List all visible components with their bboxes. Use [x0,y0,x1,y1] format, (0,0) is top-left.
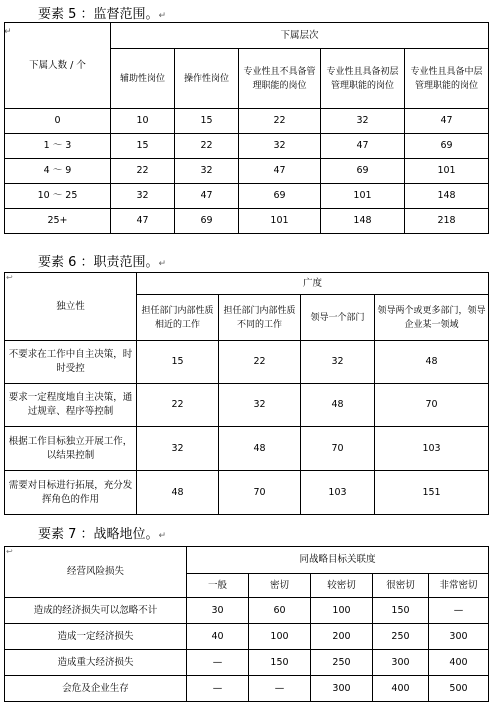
value-cell: 250 [311,650,373,676]
value-cell: 70 [219,471,301,515]
value-cell: 200 [311,624,373,650]
value-cell: 30 [187,598,249,624]
table-supervision-scope [4,22,489,234]
value-cell: — [187,650,249,676]
table-row [5,624,489,650]
row-label: 要求一定程度地自主决策，通过规章、程序等控制 [5,384,137,427]
value-cell: 15 [137,341,219,384]
value-cell: 100 [249,624,311,650]
value-cell: 150 [373,598,429,624]
group-header: 广度 [303,277,323,289]
value-cell: 69 [405,134,489,159]
group-header-cell [111,23,489,49]
value-cell: 148 [405,184,489,209]
value-cell: 48 [375,341,489,384]
value-cell: 32 [321,109,405,134]
value-cell: 60 [249,598,311,624]
value-cell: 15 [111,134,175,159]
value-cell: 48 [219,427,301,471]
column-header: 担任部门内部性质相近的工作 [137,295,219,341]
cell-mark: ↩ [6,547,13,556]
section6-heading [38,255,166,272]
table-row [5,471,489,515]
column-header: 很密切 [373,574,429,598]
value-cell: 400 [373,676,429,702]
value-cell: 32 [137,427,219,471]
column-header: 专业性且不具备管理职能的岗位 [239,49,321,109]
value-cell: 22 [219,341,301,384]
column-header: 专业性且具备初层管理职能的岗位 [321,49,405,109]
return-mark: ↵ [158,531,167,541]
row-label: 25+ [5,209,111,234]
table-row [5,109,489,134]
value-cell: 32 [175,159,239,184]
value-cell: 48 [301,384,375,427]
value-cell: 101 [321,184,405,209]
row-label: 造成的经济损失可以忽略不计 [5,598,187,624]
column-header: 非常密切 [429,574,489,598]
column-header: 担任部门内部性质不同的工作 [219,295,301,341]
value-cell: 300 [311,676,373,702]
table-row [5,384,489,427]
value-cell: 47 [175,184,239,209]
row-label: 会危及企业生存 [5,676,187,702]
row-label: 不要求在工作中自主决策，时时受控 [5,341,137,384]
row-label: 根据工作目标独立开展工作，以结果控制 [5,427,137,471]
value-cell: 70 [375,384,489,427]
row-label: 需要对目标进行拓展，充分发挥角色的作用 [5,471,137,515]
value-cell: 47 [239,159,321,184]
table-row [5,184,489,209]
table-row [5,650,489,676]
value-cell: 218 [405,209,489,234]
value-cell: 32 [111,184,175,209]
row-label: 造成重大经济损失 [5,650,187,676]
value-cell: 47 [405,109,489,134]
table-row [5,676,489,702]
group-header-cell [187,547,489,574]
value-cell: 69 [321,159,405,184]
value-cell: 300 [373,650,429,676]
cell-mark: ↩ [6,273,13,282]
row-header-cell [5,23,111,109]
column-header: 密切 [249,574,311,598]
value-cell: 47 [111,209,175,234]
value-cell: 103 [375,427,489,471]
table-responsibility-scope [4,272,489,515]
value-cell: 47 [321,134,405,159]
value-cell: — [429,598,489,624]
value-cell: 22 [175,134,239,159]
value-cell: 32 [239,134,321,159]
table-row [5,427,489,471]
column-header: 较密切 [311,574,373,598]
value-cell: 22 [239,109,321,134]
row-header: 下属人数 / 个 [29,59,86,71]
row-label: 1 ～ 3 [5,134,111,159]
column-header: 操作性岗位 [175,49,239,109]
value-cell: 40 [187,624,249,650]
row-header: 独立性 [56,300,85,312]
value-cell: 69 [239,184,321,209]
group-header: 同战略目标关联度 [299,554,376,565]
value-cell: 500 [429,676,489,702]
value-cell: 101 [239,209,321,234]
value-cell: 400 [429,650,489,676]
group-header-cell [137,273,489,295]
value-cell: 151 [375,471,489,515]
section7-heading-text: 要素 7 ：战略地位。 [38,527,159,542]
column-header: 一般 [187,574,249,598]
value-cell: 32 [301,341,375,384]
value-cell: 250 [373,624,429,650]
value-cell: 103 [301,471,375,515]
table-strategic-position [4,546,489,702]
row-label: 4 ～ 9 [5,159,111,184]
value-cell: 32 [219,384,301,427]
table-row [5,159,489,184]
section7-heading [38,527,166,544]
value-cell: 69 [175,209,239,234]
value-cell: 150 [249,650,311,676]
column-header: 领导两个或更多部门，领导企业某一领域 [375,295,489,341]
column-header: 专业性且具备中层管理职能的岗位 [405,49,489,109]
section6-heading-text: 要素 6 ：职责范围。 [38,255,159,270]
value-cell: 48 [137,471,219,515]
value-cell: 70 [301,427,375,471]
value-cell: — [187,676,249,702]
row-label: 造成一定经济损失 [5,624,187,650]
return-mark: ↵ [158,11,167,21]
row-label: 0 [5,109,111,134]
value-cell: 22 [137,384,219,427]
column-header: 领导一个部门 [301,295,375,341]
group-header: 下属层次 [280,29,319,41]
table-row [5,209,489,234]
table-row [5,134,489,159]
value-cell: 15 [175,109,239,134]
column-header: 辅助性岗位 [111,49,175,109]
value-cell: 100 [311,598,373,624]
row-header-cell [5,547,187,598]
value-cell: 300 [429,624,489,650]
table-row [5,598,489,624]
row-label: 10 ～ 25 [5,184,111,209]
value-cell: 101 [405,159,489,184]
value-cell: 10 [111,109,175,134]
return-mark: ↵ [158,259,167,269]
return-mark: ↵ [4,27,12,37]
value-cell: — [249,676,311,702]
row-header-cell [5,273,137,341]
section5-heading-text: 要素 5 ：监督范围。 [38,7,159,22]
value-cell: 22 [111,159,175,184]
table-row [5,341,489,384]
value-cell: 148 [321,209,405,234]
row-header: 经营风险损失 [66,566,124,577]
